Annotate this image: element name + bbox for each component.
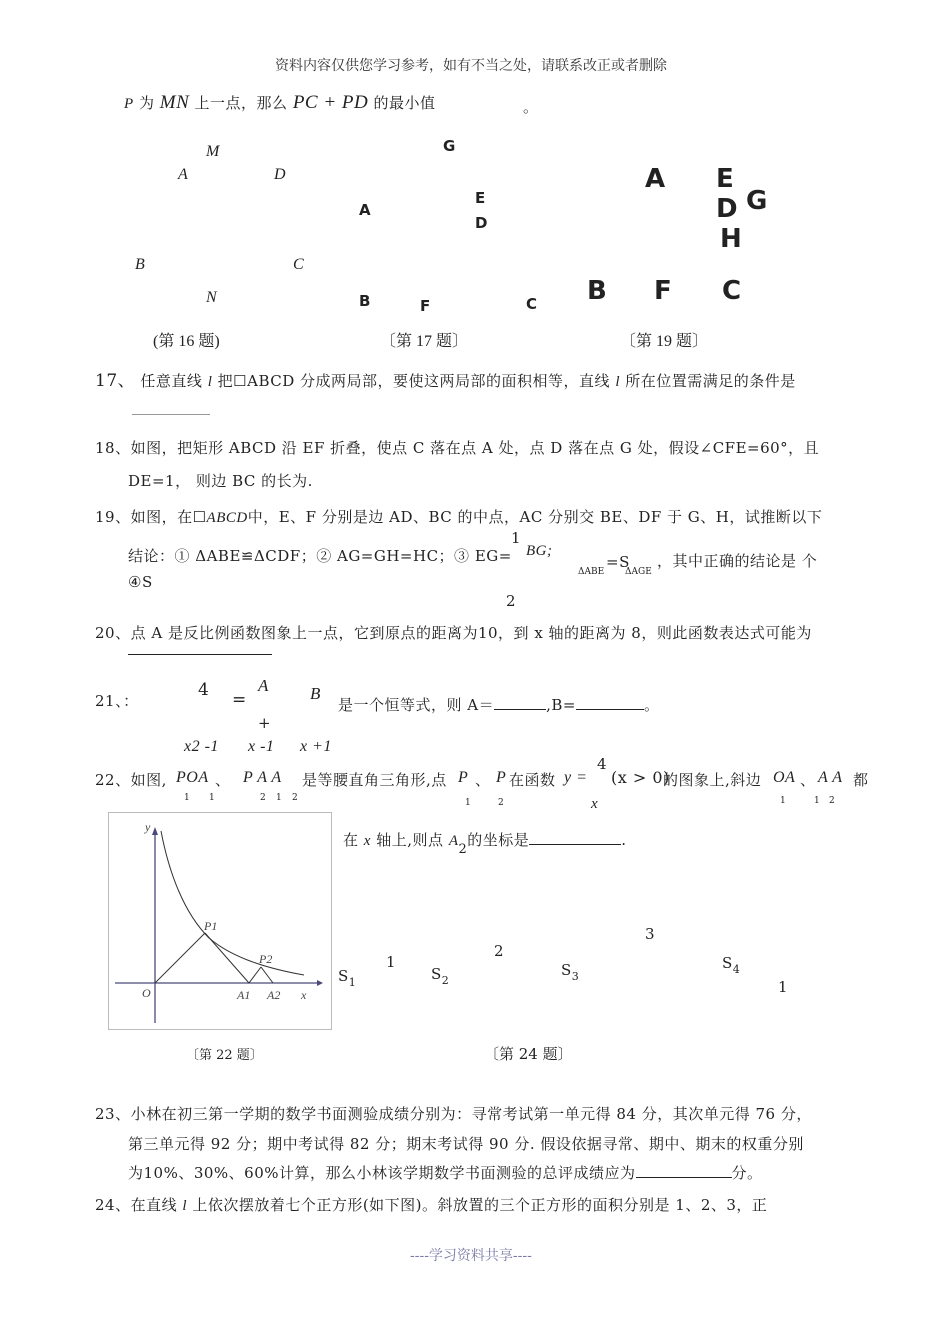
q23-line3-text: 为10%、30%、60%计算，那么小林该学期数学书面测验的总评成绩应为: [128, 1164, 636, 1182]
fig16-label-n: N: [206, 289, 217, 306]
q22-aa: A A: [818, 769, 843, 786]
graph-label-p2: P2: [259, 952, 273, 966]
fig17-label-f: F: [420, 297, 431, 315]
q19-text1b: 中，E、F 分别是边 AD、BC 的中点，AC 分别交 BE、DF 于 G、H，试推断以下: [247, 508, 823, 526]
q20-line: 20、点 A 是反比例函数图象上一点，它到原点的距离为10，到 x 轴的距离为 8，则此函数表达式可能为: [95, 624, 812, 642]
q20-answer-blank[interactable]: [128, 654, 272, 655]
fig19-label-b: B: [587, 276, 607, 306]
fig24-s3: [561, 961, 580, 983]
fig24-s3-main: S: [561, 961, 572, 979]
q17-number: 17、: [95, 371, 136, 391]
fig24-s2: [431, 965, 450, 987]
q21-text-main: 是一个恒等式，则 A＝: [338, 696, 495, 714]
top-line-end: 。: [523, 98, 539, 116]
q22-sub-oa: 1: [780, 796, 786, 806]
graph-label-a1: A1: [237, 988, 251, 1002]
q22-graph: [109, 813, 331, 1029]
fig16-caption: (第 16 题): [153, 333, 220, 350]
fig24-s4-sub: 4: [732, 963, 741, 976]
text-wei: 为: [138, 94, 155, 112]
q22-sep1: 、: [215, 771, 231, 789]
fig24-num-2: 2: [494, 942, 505, 960]
fig17-label-c: C: [526, 295, 538, 313]
q21-eq: =: [232, 690, 247, 710]
fig24-caption: 〔第 24 题〕: [484, 1045, 573, 1063]
q22-sub-poa-1: 1: [184, 793, 190, 803]
fig16-label-a: A: [178, 166, 188, 183]
q22-graph-frame: [108, 812, 332, 1030]
fig17-label-g: G: [443, 137, 456, 155]
q22-sub-p1: 1: [465, 798, 471, 808]
q22-a2-sub: 2: [458, 842, 468, 857]
q19-tail: ，其中正确的结论是 个: [657, 552, 818, 570]
q19-bg: BG;: [526, 543, 553, 559]
fig17-label-e: E: [475, 189, 486, 207]
q17-text3: 所在位置需满足的条件是: [625, 372, 796, 390]
q17-var-l2: l: [615, 374, 620, 390]
q23-line2: 第三单元得 92 分；期中考试得 82 分；期末考试得 90 分. 假设依据寻常、期中、期末的权重分别: [128, 1135, 804, 1153]
fig17-label-b: B: [359, 292, 371, 310]
q22-text-2a: 在: [343, 831, 359, 849]
fig17-label-a: A: [359, 201, 371, 219]
q22-caption: 〔第 22 题〕: [186, 1048, 263, 1063]
fig24-s1-main: S: [338, 967, 349, 985]
q19-four-s: ④S: [128, 573, 153, 591]
q22-text-2c: 的坐标是: [467, 831, 530, 849]
q22-paa: P A A: [243, 769, 282, 786]
q22-answer-blank[interactable]: [529, 830, 621, 845]
fig19-label-d: D: [716, 194, 738, 224]
q21-four: 4: [198, 680, 210, 700]
q22-x-var: x: [363, 833, 371, 849]
graph-label-p1: P1: [204, 919, 218, 933]
fig24-num-1: 1: [386, 953, 397, 971]
q21-a-blank[interactable]: [494, 695, 546, 710]
fig19-label-f: F: [654, 276, 672, 306]
q18-line2: DE=1， 则边 BC 的长为.: [128, 472, 313, 490]
q17-line: [95, 366, 796, 391]
q22-text-1b: 是等腰直角三角形,点: [302, 771, 447, 789]
text-rest2: 的最小值: [373, 94, 436, 112]
q21-a: A: [258, 676, 269, 695]
fig16-label-b: B: [135, 256, 145, 273]
q24-text2: 上依次摆放着七个正方形(如下图)。斜放置的三个正方形的面积分别是 1、2、3，正: [192, 1196, 768, 1214]
fig19-caption: 〔第 19 题〕: [620, 333, 709, 350]
y-axis-arrow: [152, 827, 158, 835]
q19-text1a: 19、如图，在☐: [95, 508, 207, 526]
fig24-s1: [338, 967, 357, 989]
q22-sub-p2: 2: [498, 798, 504, 808]
q19-frac-num: 1: [511, 529, 522, 547]
x-axis-arrow: [317, 980, 323, 986]
q22-line2: [343, 829, 627, 857]
fig19-label-h: H: [720, 224, 742, 254]
q22-sub-paa-2: 1: [276, 793, 282, 803]
hyperbola-curve: [161, 831, 304, 975]
q21-plus: +: [258, 714, 272, 732]
fig19-label-g: G: [746, 186, 768, 216]
q22-oa: OA: [773, 769, 796, 786]
q22-poa: POA: [176, 769, 209, 786]
q22-p2: P: [496, 769, 507, 786]
q19-sub-age: ΔAGE: [625, 567, 652, 577]
graph-label-y: y: [145, 820, 151, 834]
page-header: 资料内容仅供您学习参考，如有不当之处，请联系改正或者删除: [275, 58, 667, 74]
fig24-s1-sub: 1: [348, 976, 357, 989]
fig16-label-m: M: [206, 143, 220, 160]
q17-var-l: l: [207, 374, 213, 390]
var-p: P: [124, 96, 134, 112]
q22-sub-paa-3: 2: [292, 793, 298, 803]
q22-y-eq: y =: [564, 769, 588, 786]
fig17-label-d: D: [475, 214, 488, 232]
var-mn: MN: [159, 92, 190, 113]
q23-line1: 23、小林在初三第一学期的数学书面测验成绩分别为：寻常考试第一单元得 84 分，其次单元得 76 分，: [95, 1105, 812, 1123]
q21-b-blank[interactable]: [576, 695, 644, 710]
q22-text-1a: 22、如图,: [95, 771, 167, 789]
line-a1-p2: [249, 967, 261, 983]
q22-a2: A: [448, 833, 459, 849]
graph-label-o: O: [142, 986, 151, 1000]
q17-text2: 把☐ABCD 分成两局部，要使这两局部的面积相等，直线: [217, 372, 611, 390]
fig24-s2-sub: 2: [441, 974, 450, 987]
q24-line1: [95, 1194, 767, 1215]
expr-pc-pd: PC + PD: [292, 92, 369, 113]
graph-label-x: x: [301, 988, 307, 1002]
q22-sub-paa-1: 2: [260, 793, 266, 803]
fig24-s2-main: S: [431, 965, 442, 983]
q21-den2: x -1: [248, 738, 275, 755]
q24-text1: 24、在直线: [95, 1196, 178, 1214]
q22-sub-poa-2: 1: [209, 793, 215, 803]
q22-du: 都: [853, 771, 869, 789]
q22-end: .: [621, 831, 627, 849]
fig19-label-c: C: [722, 276, 742, 306]
q22-x-den: x: [591, 796, 599, 812]
fig16-label-d: D: [274, 166, 286, 183]
fig19-label-a: A: [645, 164, 666, 194]
page-footer: ----学习资料共享----: [410, 1248, 532, 1264]
q23-answer-blank[interactable]: [636, 1163, 732, 1178]
fig19-label-e: E: [716, 164, 734, 194]
line-o-p1: [155, 933, 205, 983]
q22-four: 4: [597, 755, 608, 773]
q18-line1: 18、如图，把矩形 ABCD 沿 EF 折叠，使点 C 落在点 A 处，点 D 落在点 G 处，假设∠CFE=60°，且: [95, 439, 820, 457]
fig24-s4-main: S: [722, 954, 733, 972]
q21-end: 。: [643, 696, 660, 714]
q22-sep2: 、: [475, 771, 491, 789]
q22-p1: P: [458, 769, 469, 786]
graph-label-a2: A2: [267, 988, 281, 1002]
q23-line3: [128, 1162, 763, 1183]
q23-line3-end: 分。: [731, 1164, 763, 1182]
q22-text-1d: 的图象上,斜边: [663, 771, 762, 789]
q17-text1: 任意直线: [140, 372, 203, 390]
fig24-s4: [722, 954, 741, 976]
q22-sep3: 、: [800, 771, 816, 789]
q21-den3: x +1: [300, 738, 332, 755]
q19-line1: [95, 506, 822, 527]
q19-frac-den: 2: [506, 592, 517, 610]
fig24-s3-sub: 3: [571, 970, 580, 983]
fig17-caption: 〔第 17 题〕: [380, 333, 469, 350]
q21-number: 21、：: [95, 692, 139, 710]
q21-b: B: [310, 684, 321, 703]
q24-var-l: l: [182, 1198, 188, 1214]
q17-answer-blank[interactable]: [132, 414, 210, 415]
q19-eq-s: =S: [606, 553, 630, 571]
q22-text-2b: 轴上,则点: [376, 831, 444, 849]
q21-text: [338, 694, 659, 715]
fig24-num-3: 3: [645, 925, 656, 943]
q22-sub-aa-2: 2: [829, 796, 835, 806]
q21-den1: x2 -1: [184, 738, 219, 755]
fig16-label-c: C: [293, 256, 304, 273]
q19-sub-abe: ΔABE: [578, 567, 605, 577]
fig24-num-1b: 1: [778, 978, 789, 996]
q19-abcd: ABCD: [206, 510, 248, 526]
q16-tail-line: [124, 92, 436, 114]
q22-cond: (x > 0): [611, 768, 670, 787]
q19-line2: 结论：① ΔABE≌ΔCDF；② AG=GH=HC；③ EG=: [128, 547, 512, 565]
q22-text-1c: 在函数: [509, 771, 556, 789]
line-p2-a2: [261, 967, 273, 983]
q21-b-eq: ,B=: [546, 696, 576, 714]
q22-sub-aa-1: 1: [814, 796, 820, 806]
text-rest1: 上一点，那么: [194, 94, 288, 112]
